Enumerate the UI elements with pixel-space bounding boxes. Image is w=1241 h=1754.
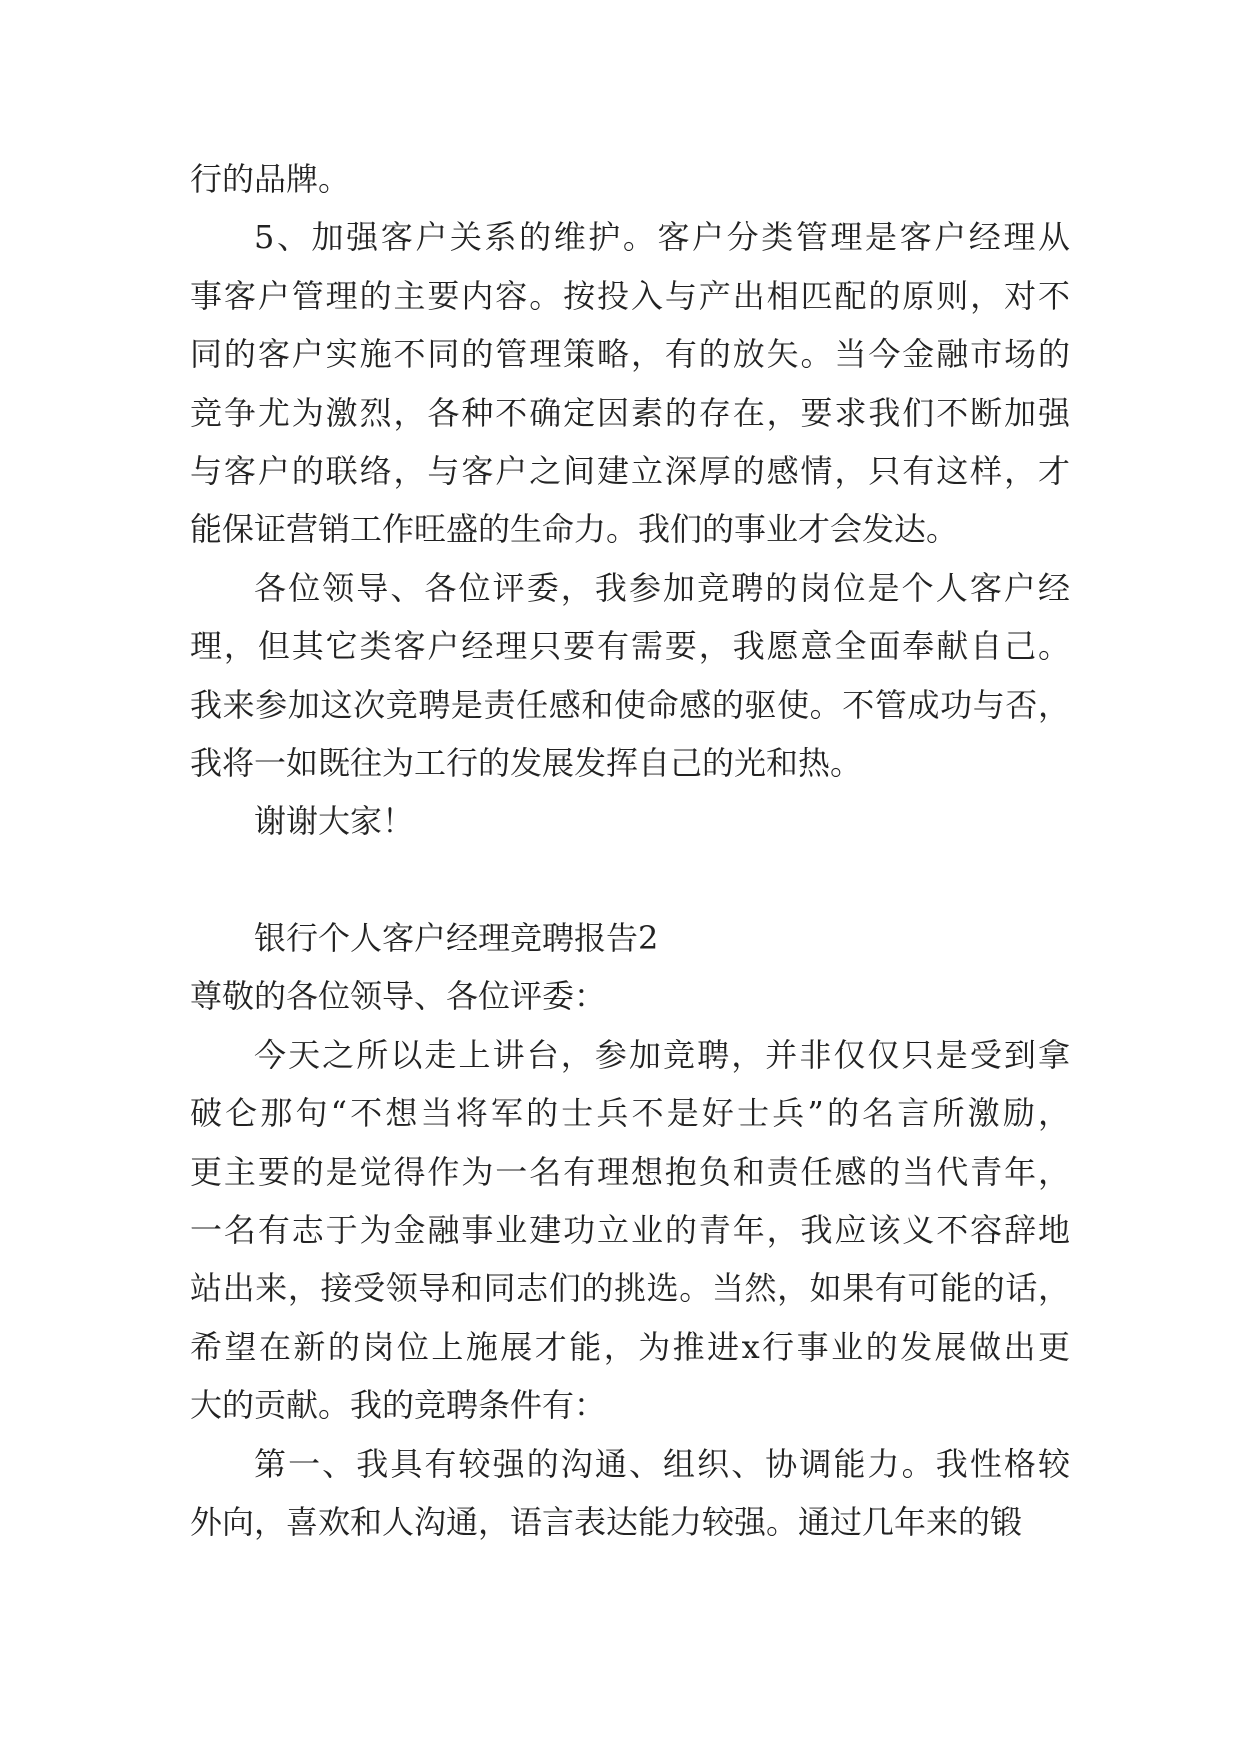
text-line: 我将一如既往为工行的发展发挥自己的光和热。	[190, 743, 863, 782]
text-line: 第一、我具有较强的沟通、组织、协调能力。我性格较	[254, 1444, 1070, 1483]
text-line: 我来参加这次竞聘是责任感和使命感的驱使。不管成功与否，	[190, 685, 1070, 724]
para-brand-tail	[190, 150, 1070, 208]
para-thanks	[190, 792, 1070, 850]
text-line: 今天之所以走上讲台，参加竞聘，并非仅仅只是受到拿	[254, 1035, 1070, 1074]
text-line: 更主要的是觉得作为一名有理想抱负和责任感的当代青年，	[190, 1152, 1070, 1191]
text-line: 站出来，接受领导和同志们的挑选。当然，如果有可能的话，	[190, 1269, 1070, 1308]
text-line: 行的品牌。	[190, 160, 351, 198]
text-line: 能保证营销工作旺盛的生命力。我们的事业才会发达。	[190, 510, 959, 549]
text-line: 外向，喜欢和人沟通，语言表达能力较强。通过几年来的锻	[190, 1502, 1023, 1541]
text-line: 事客户管理的主要内容。按投入与产出相匹配的原则，对不	[190, 276, 1070, 315]
text-line: 谢谢大家！	[254, 802, 415, 841]
text-line: 大的贡献。我的竞聘条件有：	[190, 1386, 607, 1425]
document-body	[190, 150, 1070, 1551]
para-position-statement	[190, 559, 1070, 793]
text-line: 破仑那句“不想当将军的士兵不是好士兵”的名言所激励，	[190, 1094, 1070, 1133]
text-line: 理，但其它类客户经理只要有需要，我愿意全面奉献自己。	[190, 627, 1070, 666]
text-line: 尊敬的各位领导、各位评委：	[190, 977, 607, 1016]
text-line: 一名有志于为金融事业建功立业的青年，我应该义不容辞地	[190, 1211, 1070, 1250]
para-condition-1	[190, 1435, 1070, 1552]
text-line: 竞争尤为激烈，各种不确定因素的存在，要求我们不断加强	[190, 393, 1070, 432]
para-customer-relations	[190, 208, 1070, 558]
text-line: 银行个人客户经理竞聘报告2	[254, 919, 659, 958]
paragraph-gap	[190, 851, 1070, 909]
text-line: 各位领导、各位评委，我参加竞聘的岗位是个人客户经	[254, 568, 1070, 607]
report-2-title	[190, 909, 1070, 967]
text-line: 同的客户实施不同的管理策略，有的放矢。当今金融市场的	[190, 335, 1070, 374]
text-line: 5、加强客户关系的维护。客户分类管理是客户经理从	[254, 218, 1070, 257]
text-line: 希望在新的岗位上施展才能，为推进x行事业的发展做出更	[190, 1327, 1070, 1366]
salutation	[190, 967, 1070, 1025]
text-line: 与客户的联络，与客户之间建立深厚的感情，只有这样，才	[190, 451, 1070, 490]
para-motivation	[190, 1026, 1070, 1435]
